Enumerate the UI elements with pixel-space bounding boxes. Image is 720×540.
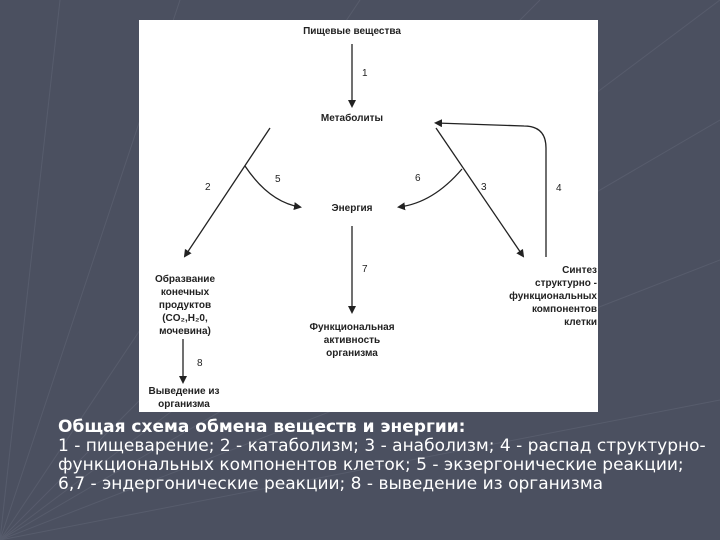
edge-label-2: 2 <box>205 182 211 193</box>
node-end-products: Образвание конечных продуктов (CO₂,H₂0, мочевина) <box>154 274 216 337</box>
edge-label-6: 6 <box>415 173 421 184</box>
arrow-5 <box>245 166 300 207</box>
caption-title: Общая схема обмена веществ и энергии: <box>58 417 466 437</box>
node-synthesis: Синтез структурно - функциональных компонентов клетки <box>509 265 597 328</box>
node-activity: Функциональная активность организма <box>309 322 395 359</box>
edge-label-4: 4 <box>556 183 562 194</box>
arrow-3 <box>436 128 523 256</box>
edge-label-3: 3 <box>481 182 487 193</box>
arrow-2 <box>185 128 270 256</box>
edge-label-7: 7 <box>362 264 368 275</box>
arrow-4 <box>436 123 546 257</box>
caption-body: 1 - пищеварение; 2 - катаболизм; 3 - анаболизм; 4 - распад структурно-функциональных компонентов клеток; 5 - экзергонические реакции; 6,7 - эндергонические реакции; 8 - выведение из организма <box>58 436 706 494</box>
edge-label-5: 5 <box>275 174 281 185</box>
node-excretion: Выведение из организма <box>148 386 220 410</box>
arrow-6 <box>399 169 462 207</box>
node-food: Пищевые вещества <box>303 26 401 37</box>
edge-label-8: 8 <box>197 358 203 369</box>
metabolism-diagram <box>139 20 598 412</box>
node-metabolites: Метаболиты <box>320 113 384 124</box>
caption <box>58 418 708 494</box>
edge-label-1: 1 <box>362 68 368 79</box>
node-energy: Энергия <box>331 203 373 214</box>
